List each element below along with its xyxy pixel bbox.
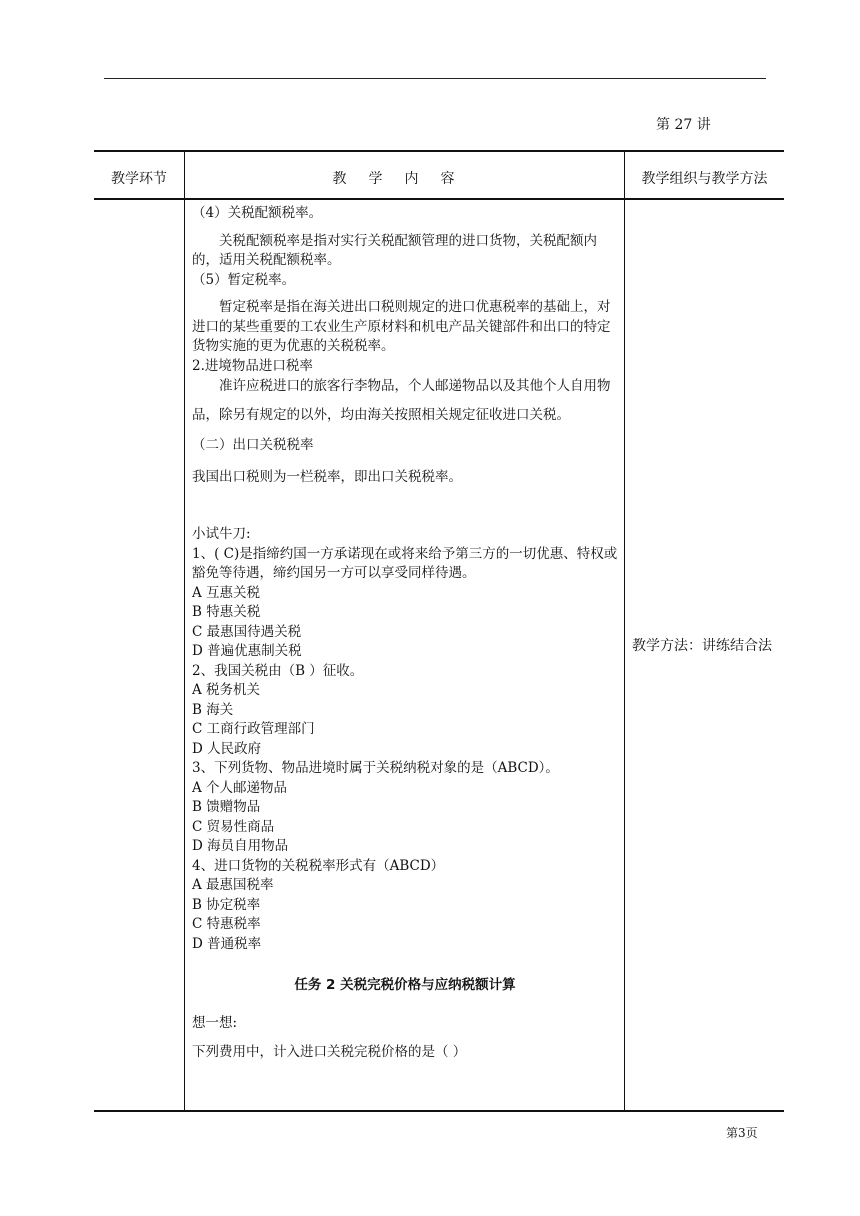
q1-option-c: C 最惠国待遇关税: [192, 623, 302, 640]
q3-option-d: D 海员自用物品: [192, 838, 289, 854]
para-goods-heading: 2.进境物品进口税率: [192, 357, 313, 374]
quiz-question-2: 2、我国关税由（B ）征收。: [192, 662, 364, 679]
q4-option-b: B 协定税率: [192, 896, 261, 913]
q2-option-a: A 税务机关: [192, 682, 261, 698]
para-goods-text: 准许应税进口的旅客行李物品，个人邮递物品以及其他个人自用物品，除另有规定的以外，均由海关按照相关规定征收进口关税。: [192, 378, 611, 423]
quiz-question-3: 3、下列货物、物品进境时属于关税纳税对象的是（ABCD）。: [192, 760, 559, 776]
lesson-content: [192, 204, 618, 1063]
col-header-method: 教学组织与教学方法: [641, 171, 768, 187]
column-divider-1: [184, 152, 185, 1110]
q2-option-b: B 海关: [192, 701, 234, 718]
lecture-number: 第 27 讲: [656, 117, 711, 133]
q1-option-a: A 互惠关税: [192, 584, 261, 601]
para-provisional-text: 暂定税率是指在海关进出口税则规定的进口优惠税率的基础上，对进口的某些重要的工农业生产原材料和机电产品关键部件和出口的特定货物实施的更为优惠的关税税率。: [192, 299, 611, 354]
quiz-question-1: 1、( C)是指缔约国一方承诺现在或将来给予第三方的一切优惠、特权或豁免等待遇，缔约国另一方可以享受同样待遇。: [192, 545, 618, 581]
think-question: 下列费用中，计入进口关税完税价格的是（ ）: [192, 1044, 467, 1060]
q1-option-d: D 普遍优惠制关税: [192, 643, 302, 659]
q3-option-a: A 个人邮递物品: [192, 779, 288, 796]
para-provisional-heading: （5）暂定税率。: [192, 271, 296, 288]
think-label: 想一想:: [192, 1014, 238, 1031]
q4-option-c: C 特惠税率: [192, 916, 261, 932]
q3-option-b: B 馈赠物品: [192, 799, 261, 815]
quiz-question-4: 4、进口货物的关税税率形式有（ABCD）: [192, 857, 445, 874]
q2-option-c: C 工商行政管理部门: [192, 721, 315, 737]
task-title: 任务 2 关税完税价格与应纳税额计算: [294, 977, 516, 993]
para-quota-heading: （4）关税配额税率。: [192, 205, 323, 221]
lesson-table: [94, 150, 784, 1112]
col-header-content: 教学内容: [332, 171, 477, 187]
teaching-method: 教学方法：讲练结合法: [632, 638, 772, 654]
header-rule: [104, 78, 766, 79]
page-number: 第3页: [726, 1126, 758, 1140]
q4-option-d: D 普通税率: [192, 935, 262, 952]
q1-option-b: B 特惠关税: [192, 604, 261, 620]
para-export-heading: （二）出口关税税率: [192, 437, 314, 453]
quiz-title: 小试牛刀:: [192, 526, 251, 542]
column-divider-2: [624, 152, 625, 1110]
para-quota-text: 关税配额税率是指对实行关税配额管理的进口货物，关税配额内的，适用关税配额税率。: [192, 232, 597, 268]
q3-option-c: C 贸易性商品: [192, 818, 275, 835]
col-header-stage: 教学环节: [111, 171, 167, 187]
para-export-text: 我国出口税则为一栏税率，即出口关税税率。: [192, 468, 462, 485]
header-divider: [94, 198, 784, 200]
q4-option-a: A 最惠国税率: [192, 877, 274, 893]
q2-option-d: D 人民政府: [192, 740, 262, 757]
